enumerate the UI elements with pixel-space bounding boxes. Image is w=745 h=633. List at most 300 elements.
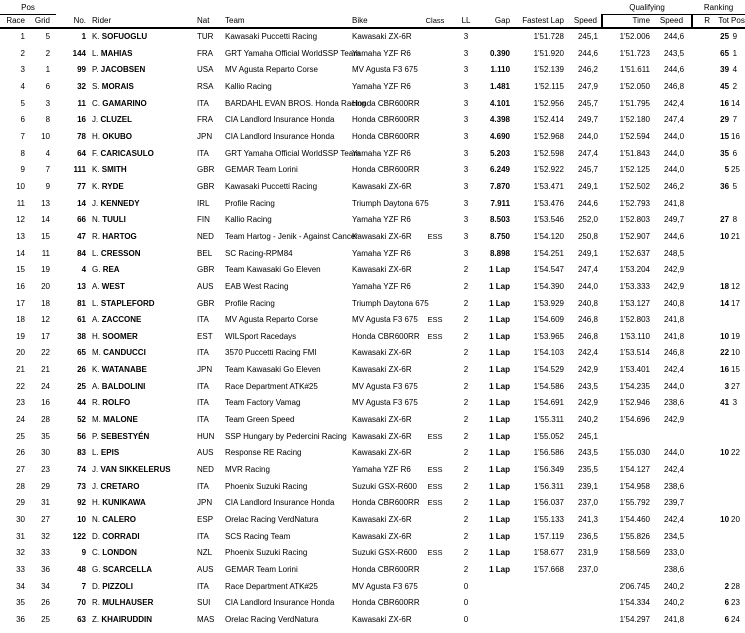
cell-bike: Triumph Daytona 675: [352, 298, 429, 308]
cell-ranking-tot: 22: [720, 348, 730, 358]
rider-surname: JACOBSEN: [100, 65, 146, 75]
cell-rider-number: 144: [72, 48, 87, 58]
cell-fastest-lap-speed: 241,3: [577, 515, 599, 525]
cell-fastest-lap-speed: 237,0: [577, 565, 599, 574]
cell-qualifying-time: 1'55.030: [619, 448, 651, 458]
cell-qualifying-time: 1'51.843: [619, 148, 651, 158]
cell-gap: 1 Lap: [489, 265, 511, 275]
cell-rider-name: [88, 179, 192, 196]
cell-ranking-pos: 23: [731, 598, 740, 608]
cell-qualifying-time: 1'53.514: [619, 348, 651, 358]
cell-ranking-pos: [731, 246, 745, 263]
cell-nationality: ITA: [197, 381, 209, 391]
header-column-row: [0, 15, 745, 29]
cell-grid-position: 9: [45, 181, 51, 191]
cell-team: Kallio Racing: [225, 81, 272, 91]
cell-fastest-lap-speed: 249,1: [577, 181, 599, 191]
cell-class: [416, 79, 454, 96]
cell-ranking-r: [692, 395, 714, 412]
cell-team: Team Factory Vamag: [225, 398, 301, 408]
cell-fastest-lap: 1'53.965: [533, 331, 565, 341]
cell-qualifying-speed: [656, 429, 692, 446]
cell-qualifying-speed: 233,0: [664, 548, 685, 558]
cell-rider-number: 81: [77, 298, 87, 308]
cell-ranking-pos: 17: [731, 298, 740, 308]
cell-ranking-r: [692, 379, 714, 396]
col-header-gap: Gap: [478, 15, 514, 29]
cell-grid-position: 25: [41, 614, 51, 624]
rider-initial: K.: [92, 181, 102, 191]
cell-qualifying-time: 1'54.297: [619, 614, 651, 624]
cell-grid-position: 24: [41, 381, 51, 391]
cell-fastest-lap-speed: 243,5: [577, 381, 599, 391]
cell-ranking-r: [692, 312, 714, 329]
rider-initial: A.: [92, 381, 102, 391]
cell-bike: MV Agusta F3 675: [352, 581, 418, 591]
col-header-ranking-r: R: [692, 15, 714, 29]
cell-fastest-lap-speed: 244,6: [577, 48, 599, 58]
cell-qualifying-speed: 240,2: [664, 581, 685, 591]
cell-nationality: MAS: [197, 614, 215, 624]
cell-bike: Kawasaki ZX-6R: [352, 32, 412, 41]
cell-laps: 3: [463, 65, 469, 75]
cell-rider-number: 84: [77, 248, 87, 258]
rider-initial: M.: [92, 415, 104, 425]
cell-fastest-lap-speed: 245,7: [577, 98, 599, 108]
cell-nationality: USA: [197, 65, 214, 75]
cell-qualifying-time: 1'54.460: [619, 515, 651, 525]
cell-team: Profile Racing: [225, 198, 275, 208]
cell-fastest-lap: 1'52.139: [533, 65, 565, 75]
rider-initial: R.: [92, 231, 103, 241]
rider-surname: SOOMER: [102, 331, 138, 341]
table-row: [0, 445, 745, 462]
col-header-qualifying-time: Time: [602, 15, 656, 29]
rider-initial: P.: [92, 431, 101, 441]
cell-ranking-r: [692, 62, 714, 79]
cell-rider-name: [88, 62, 192, 79]
cell-rider-name: [88, 529, 192, 546]
cell-ranking-r: [692, 212, 714, 229]
cell-gap: 8.898: [489, 248, 511, 258]
cell-rider-name: [88, 262, 192, 279]
table-row: [0, 28, 745, 46]
cell-ranking-pos: 15: [731, 365, 740, 375]
cell-nationality: ITA: [197, 581, 209, 591]
cell-class: ESS: [427, 431, 443, 441]
cell-ranking-pos: [731, 462, 745, 479]
rider-initial: D.: [92, 581, 103, 591]
cell-ranking-r: [692, 179, 714, 196]
cell-class: [416, 129, 454, 146]
cell-rider-number: 77: [77, 181, 87, 191]
cell-rider-number: 56: [77, 431, 87, 441]
cell-team: Kawasaki Puccetti Racing: [225, 181, 318, 191]
cell-ranking-tot: [714, 562, 731, 579]
cell-ranking-tot: 2: [724, 581, 730, 591]
rider-surname: GAMARINO: [102, 98, 147, 108]
cell-nationality: GBR: [197, 265, 215, 275]
cell-gap: 1 Lap: [489, 381, 511, 391]
rider-surname: REA: [102, 265, 120, 275]
col-header-ranking-pos: Pos: [731, 15, 745, 29]
cell-fastest-lap: 1'53.476: [533, 198, 565, 208]
cell-laps: 3: [463, 115, 469, 125]
rider-surname: CANDUCCI: [103, 348, 146, 358]
cell-ranking-r: [692, 296, 714, 313]
cell-fastest-lap: 1'56.037: [533, 498, 565, 508]
cell-fastest-lap: 1'54.586: [533, 381, 565, 391]
table-row: [0, 312, 745, 329]
cell-rider-name: [88, 595, 192, 612]
table-row: [0, 529, 745, 546]
cell-team: Team Green Speed: [225, 415, 295, 425]
cell-rider-name: [88, 329, 192, 346]
rider-surname: ZACCONE: [101, 315, 142, 325]
rider-surname: SMITH: [101, 165, 127, 175]
cell-laps: 2: [463, 415, 469, 425]
rider-surname: EPIS: [100, 448, 120, 458]
cell-fastest-lap: 1'52.968: [533, 131, 565, 141]
cell-gap: 1 Lap: [489, 465, 511, 475]
rider-surname: BALDOLINI: [101, 381, 146, 391]
cell-ranking-tot: [714, 196, 731, 213]
cell-race-position: 29: [16, 498, 25, 508]
cell-team: Response RE Racing: [225, 448, 302, 458]
cell-rider-number: 70: [77, 598, 87, 608]
cell-class: [416, 262, 454, 279]
rider-surname: HARTOG: [102, 231, 137, 241]
cell-gap: 1 Lap: [489, 281, 511, 291]
cell-bike: MV Agusta F3 675: [352, 381, 418, 391]
cell-qualifying-speed: 248,5: [664, 248, 685, 258]
table-row: [0, 129, 745, 146]
cell-qualifying-speed: 246,8: [664, 81, 685, 91]
cell-qualifying-speed: 238,6: [664, 398, 685, 408]
cell-qualifying-speed: 244,0: [664, 165, 685, 175]
cell-ranking-tot: [714, 262, 731, 279]
cell-gap: 1 Lap: [489, 298, 511, 308]
cell-rider-number: 99: [77, 65, 87, 75]
cell-class: [416, 212, 454, 229]
cell-fastest-lap-speed: 246,8: [577, 331, 599, 341]
cell-qualifying-time: 1'54.235: [619, 381, 651, 391]
cell-fastest-lap-speed: 231,9: [577, 548, 599, 558]
cell-team: 3570 Puccetti Racing FMI: [225, 348, 317, 358]
cell-ranking-tot: 27: [720, 215, 730, 225]
cell-ranking-pos: [731, 545, 745, 562]
cell-fastest-lap: 1'57.119: [534, 531, 565, 541]
cell-team: SSP Hungary by Pedercini Racing: [225, 431, 347, 441]
cell-qualifying-speed: 242,4: [664, 465, 685, 475]
cell-nationality: HUN: [197, 431, 215, 441]
cell-race-position: 7: [20, 131, 25, 141]
cell-laps: 2: [463, 565, 469, 574]
cell-laps: 2: [463, 265, 469, 275]
table-row: [0, 395, 745, 412]
cell-rider-name: [88, 96, 192, 113]
rider-initial: J.: [92, 115, 101, 125]
cell-qualifying-speed: 242,9: [664, 281, 685, 291]
cell-rider-name: [88, 512, 192, 529]
table-row: [0, 62, 745, 79]
cell-fastest-lap: 1'58.677: [533, 548, 565, 558]
cell-race-position: 6: [20, 115, 25, 125]
cell-laps: 2: [463, 515, 469, 525]
cell-fastest-lap: 1'56.311: [534, 481, 565, 491]
cell-race-position: 31: [16, 531, 25, 541]
rider-initial: C.: [92, 548, 103, 558]
cell-ranking-pos: 20: [731, 515, 740, 525]
cell-nationality: ITA: [197, 531, 209, 541]
cell-team: EAB West Racing: [225, 281, 289, 291]
table-row: [0, 246, 745, 263]
rider-surname: CORRADI: [102, 531, 140, 541]
cell-gap: [478, 595, 514, 612]
cell-fastest-lap-speed: 245,1: [577, 431, 599, 441]
cell-class: [416, 62, 454, 79]
cell-qualifying-speed: 238,6: [664, 565, 685, 574]
cell-gap: 4.101: [489, 98, 511, 108]
cell-rider-number: 92: [77, 498, 87, 508]
cell-nationality: EST: [197, 331, 213, 341]
rider-initial: P.: [92, 65, 101, 75]
cell-laps: 2: [463, 365, 469, 375]
rider-initial: Z.: [92, 614, 102, 624]
table-row: [0, 162, 745, 179]
cell-fastest-lap: 1'54.251: [533, 248, 565, 258]
rider-surname: TUULI: [102, 215, 126, 225]
cell-bike: Suzuki GSX-R600: [352, 481, 417, 491]
cell-nationality: JPN: [197, 365, 213, 375]
cell-gap: 4.690: [489, 131, 511, 141]
rider-initial: J.: [92, 465, 101, 475]
cell-race-position: 15: [16, 265, 25, 275]
cell-class: [416, 512, 454, 529]
cell-class: ESS: [427, 231, 443, 241]
cell-ranking-r: [692, 96, 714, 113]
cell-grid-position: 27: [41, 515, 51, 525]
cell-ranking-r: [692, 196, 714, 213]
cell-nationality: AUS: [197, 281, 214, 291]
cell-ranking-tot: [714, 246, 731, 263]
cell-bike: Yamaha YZF R6: [352, 465, 411, 475]
col-header-race: Race: [0, 15, 30, 29]
cell-rider-name: [88, 545, 192, 562]
cell-race-position: 20: [16, 348, 25, 358]
rider-initial: C.: [92, 98, 103, 108]
cell-ranking-pos: [731, 196, 745, 213]
cell-qualifying-time: 1'52.180: [619, 115, 651, 125]
cell-fastest-lap-speed: [568, 595, 602, 612]
cell-nationality: JPN: [197, 498, 213, 508]
cell-rider-number: 44: [77, 398, 87, 408]
cell-rider-name: [88, 229, 192, 246]
cell-class: [416, 345, 454, 362]
cell-qualifying-time: 1'54.127: [619, 465, 651, 475]
cell-gap: 0.390: [489, 48, 511, 58]
cell-fastest-lap: [514, 595, 568, 612]
cell-grid-position: 26: [41, 598, 51, 608]
cell-ranking-pos: 3: [732, 398, 738, 408]
cell-fastest-lap-speed: 252,0: [577, 215, 599, 225]
cell-ranking-pos: [731, 262, 745, 279]
cell-fastest-lap-speed: 239,1: [577, 481, 599, 491]
cell-ranking-r: [692, 512, 714, 529]
cell-fastest-lap: 1'57.668: [533, 565, 565, 574]
rider-surname: CARICASULO: [100, 148, 154, 158]
cell-qualifying-time: [602, 429, 656, 446]
cell-fastest-lap: 1'51.728: [533, 32, 565, 41]
cell-ranking-pos: 7: [732, 115, 738, 125]
cell-fastest-lap: 1'56.586: [533, 448, 565, 458]
cell-fastest-lap-speed: 237,0: [577, 498, 599, 508]
cell-team: Team Kawasaki Go Eleven: [225, 365, 321, 375]
cell-class: ESS: [427, 481, 443, 491]
cell-nationality: GBR: [197, 298, 215, 308]
cell-team: WILSport Racedays: [225, 331, 297, 341]
cell-ranking-tot: 5: [724, 165, 730, 175]
cell-qualifying-speed: 244,6: [664, 65, 685, 75]
cell-grid-position: 36: [41, 565, 51, 574]
cell-rider-name: [88, 479, 192, 496]
cell-qualifying-speed: 244,0: [664, 131, 685, 141]
cell-ranking-pos: 1: [732, 48, 738, 58]
rider-initial: J.: [92, 481, 101, 491]
cell-fastest-lap-speed: 236,5: [577, 531, 599, 541]
cell-rider-name: [88, 162, 192, 179]
cell-gap: [478, 579, 514, 596]
cell-fastest-lap-speed: [568, 579, 602, 596]
rider-surname: PIZZOLI: [102, 581, 133, 591]
rider-surname: WEST: [101, 281, 125, 291]
table-row: [0, 262, 745, 279]
cell-team: Profile Racing: [225, 298, 275, 308]
cell-ranking-r: [692, 545, 714, 562]
cell-nationality: NED: [197, 465, 214, 475]
cell-rider-name: [88, 46, 192, 63]
cell-gap: 1 Lap: [489, 431, 511, 441]
table-row: [0, 462, 745, 479]
col-header-no: No.: [56, 15, 88, 29]
rider-initial: L.: [92, 48, 101, 58]
cell-rider-name: [88, 146, 192, 163]
cell-team: CIA Landlord Insurance Honda: [225, 131, 335, 141]
cell-laps: 3: [463, 165, 469, 175]
cell-fastest-lap: 1'53.471: [533, 181, 565, 191]
cell-nationality: AUS: [197, 565, 214, 574]
cell-rider-number: 26: [77, 365, 87, 375]
cell-ranking-r: [692, 229, 714, 246]
cell-ranking-pos: [731, 312, 745, 329]
cell-rider-name: [88, 312, 192, 329]
cell-nationality: GBR: [197, 165, 215, 175]
cell-bike: Honda CBR600RR: [352, 565, 420, 574]
cell-ranking-tot: 10: [720, 515, 730, 525]
cell-laps: 2: [463, 548, 469, 558]
cell-class: [416, 146, 454, 163]
cell-team: Race Department ATK#25: [225, 381, 318, 391]
cell-fastest-lap: 1'55.052: [533, 431, 565, 441]
cell-fastest-lap: 1'54.609: [533, 315, 565, 325]
cell-ranking-pos: 14: [731, 98, 740, 108]
cell-gap: 1 Lap: [489, 548, 511, 558]
cell-bike: Honda CBR600RR: [352, 115, 420, 125]
cell-grid-position: 21: [41, 365, 51, 375]
cell-ranking-pos: 10: [731, 348, 740, 358]
cell-ranking-tot: 10: [720, 331, 730, 341]
cell-ranking-r: [692, 562, 714, 579]
cell-class: [416, 579, 454, 596]
cell-race-position: 4: [20, 81, 25, 91]
col-header-speed: Speed: [568, 15, 602, 29]
cell-gap: 4.398: [489, 115, 511, 125]
cell-grid-position: 35: [41, 431, 51, 441]
cell-grid-position: 14: [41, 215, 51, 225]
cell-rider-number: 64: [77, 148, 87, 158]
cell-team: Kawasaki Puccetti Racing: [225, 32, 318, 41]
cell-class: ESS: [427, 498, 443, 508]
rider-initial: L.: [92, 248, 101, 258]
cell-class: [416, 562, 454, 579]
cell-bike: Yamaha YZF R6: [352, 248, 411, 258]
cell-bike: Kawasaki ZX-6R: [352, 231, 412, 241]
cell-laps: 3: [463, 81, 469, 91]
cell-grid-position: 28: [41, 415, 51, 425]
cell-race-position: 1: [20, 32, 25, 41]
rider-surname: OKUBO: [102, 131, 133, 141]
cell-race-position: 3: [20, 65, 25, 75]
cell-laps: 3: [463, 231, 469, 241]
cell-bike: Honda CBR600RR: [352, 131, 420, 141]
cell-rider-name: [88, 579, 192, 596]
table-row: [0, 429, 745, 446]
cell-nationality: JPN: [197, 131, 213, 141]
table-row: [0, 479, 745, 496]
table-row: [0, 612, 745, 629]
cell-race-position: 12: [16, 215, 25, 225]
cell-laps: 3: [463, 198, 469, 208]
table-row: [0, 412, 745, 429]
cell-gap: [478, 612, 514, 629]
cell-laps: 3: [463, 32, 469, 41]
table-row: [0, 579, 745, 596]
cell-nationality: FIN: [197, 215, 210, 225]
rider-initial: A.: [92, 315, 102, 325]
cell-qualifying-time: 1'51.723: [619, 48, 651, 58]
cell-ranking-tot: [714, 462, 731, 479]
cell-grid-position: 20: [41, 281, 51, 291]
cell-laps: 2: [463, 331, 469, 341]
cell-fastest-lap-speed: 249,1: [577, 248, 599, 258]
cell-bike: Triumph Daytona 675: [352, 198, 429, 208]
pos-group-label: Pos: [0, 2, 56, 15]
cell-race-position: 22: [16, 381, 25, 391]
cell-class: [416, 362, 454, 379]
cell-rider-name: [88, 412, 192, 429]
cell-qualifying-speed: 241,8: [664, 198, 685, 208]
rider-initial: G.: [92, 265, 103, 275]
cell-qualifying-speed: 240,2: [664, 598, 685, 608]
cell-fastest-lap-speed: [568, 612, 602, 629]
cell-team: GEMAR Team Lorini: [225, 165, 298, 175]
cell-ranking-r: [692, 112, 714, 129]
cell-race-position: 33: [16, 565, 25, 574]
cell-fastest-lap: 1'56.349: [533, 465, 565, 475]
table-row: [0, 196, 745, 213]
rider-surname: MAHIAS: [100, 48, 133, 58]
rider-surname: STAPLEFORD: [100, 298, 155, 308]
